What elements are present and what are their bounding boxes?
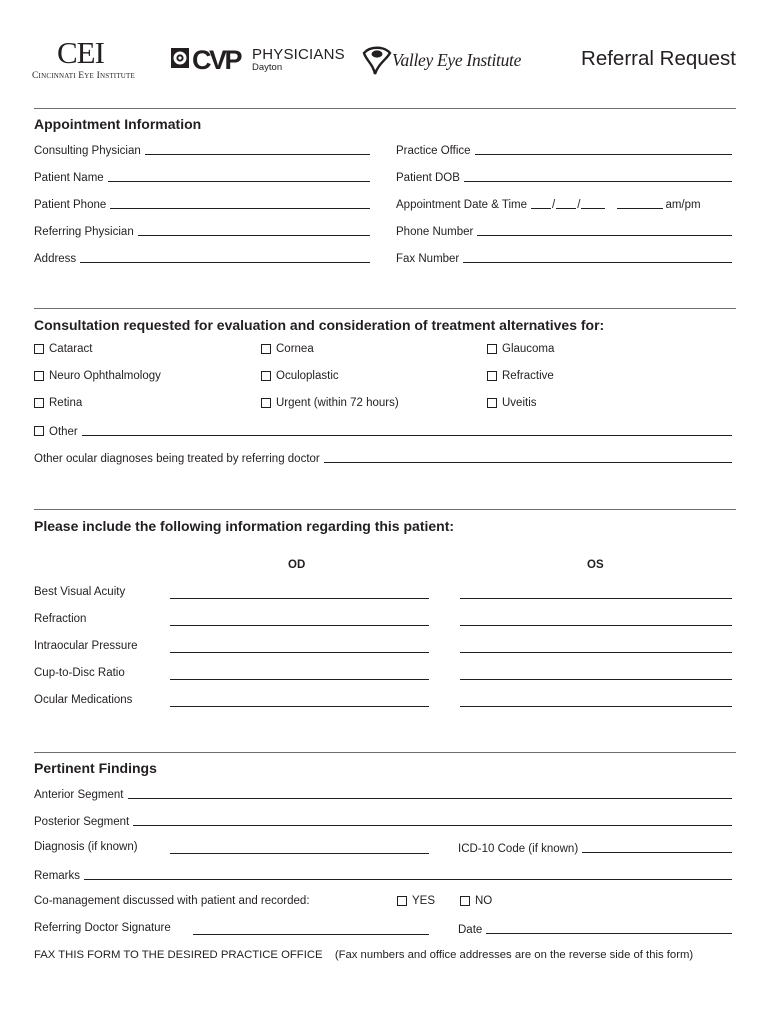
svg-text:CVP: CVP (192, 46, 241, 72)
date-separator: / (577, 199, 581, 211)
patient-phone-input[interactable] (110, 197, 370, 209)
checkbox-box[interactable] (34, 398, 44, 408)
ocular-medications-os-input[interactable] (460, 706, 732, 707)
referring-physician-input[interactable] (138, 224, 370, 236)
practice-office-input[interactable] (475, 143, 732, 155)
refraction-os-input[interactable] (460, 625, 732, 626)
referring-physician-field (34, 224, 370, 238)
other-diagnoses-input[interactable] (324, 451, 732, 463)
posterior-segment-input[interactable] (133, 814, 732, 826)
section-divider (34, 308, 736, 309)
signature-input[interactable] (193, 934, 429, 935)
patient-info-heading: Please include the following information regarding this patient: (34, 518, 455, 534)
best-visual-acuity-os-input[interactable] (460, 598, 732, 599)
section-divider (34, 509, 736, 510)
posterior-segment-field (34, 814, 732, 828)
patient-name-label: Patient Name (34, 172, 104, 184)
remarks-field (34, 868, 732, 882)
findings-heading: Pertinent Findings (34, 760, 157, 776)
appointment-date-time-label: Appointment Date & Time (396, 199, 528, 211)
consulting-physician-label: Consulting Physician (34, 145, 141, 157)
valley-eye-institute-logo (362, 44, 532, 78)
icd10-field (458, 841, 732, 855)
form-title: Referral Request (581, 47, 736, 70)
cei-logo-name: Cincinnati Eye Institute (32, 71, 136, 81)
fax-number-input[interactable] (463, 251, 732, 263)
consulting-physician-field (34, 143, 370, 157)
intraocular-pressure-label: Intraocular Pressure (34, 640, 138, 652)
section-divider (34, 752, 736, 753)
anterior-segment-input[interactable] (128, 787, 733, 799)
checkbox-box[interactable] (487, 398, 497, 408)
remarks-label: Remarks (34, 870, 81, 882)
patient-dob-input[interactable] (464, 170, 732, 182)
cvp-physicians-logo (171, 46, 345, 76)
date-separator: / (552, 199, 556, 211)
patient-name-input[interactable] (108, 170, 370, 182)
valley-eye-logo-word: Valley Eye Institute (392, 50, 522, 70)
appointment-date-time-field (396, 197, 732, 211)
referring-physician-label: Referring Physician (34, 226, 134, 238)
checkbox-cataract[interactable]: Cataract (34, 343, 92, 355)
anterior-segment-field (34, 787, 732, 801)
refraction-label: Refraction (34, 613, 87, 625)
date-field (458, 922, 732, 936)
checkbox-cornea[interactable]: Cornea (261, 343, 314, 355)
patient-phone-field (34, 197, 370, 211)
cei-logo (31, 35, 149, 84)
phone-number-label: Phone Number (396, 226, 474, 238)
appointment-year-input[interactable] (581, 197, 605, 209)
fax-number-label: Fax Number (396, 253, 460, 265)
checkbox-urgent[interactable]: Urgent (within 72 hours) (261, 397, 399, 409)
anterior-segment-label: Anterior Segment (34, 789, 124, 801)
best-visual-acuity-label: Best Visual Acuity (34, 586, 126, 598)
date-input[interactable] (486, 922, 732, 934)
cup-to-disc-ratio-od-input[interactable] (170, 679, 429, 680)
checkbox-refractive[interactable]: Refractive (487, 370, 554, 382)
appointment-time-input[interactable] (617, 197, 663, 209)
cup-to-disc-ratio-os-input[interactable] (460, 679, 732, 680)
patient-name-field (34, 170, 370, 184)
intraocular-pressure-od-input[interactable] (170, 652, 429, 653)
checkbox-oculoplastic[interactable]: Oculoplastic (261, 370, 339, 382)
os-column-header: OS (587, 559, 604, 571)
address-field (34, 251, 370, 265)
other-label: Other (49, 426, 78, 438)
address-input[interactable] (80, 251, 370, 263)
checkbox-glaucoma[interactable]: Glaucoma (487, 343, 554, 355)
fax-number-field (396, 251, 732, 265)
other-diagnoses-label: Other ocular diagnoses being treated by referring doctor (34, 453, 320, 465)
remarks-input[interactable] (84, 868, 732, 880)
checkbox-box[interactable] (460, 896, 470, 906)
date-label: Date (458, 924, 483, 936)
appointment-day-input[interactable] (556, 197, 576, 209)
other-input[interactable] (82, 424, 732, 436)
other-diagnoses-field (34, 451, 732, 465)
ocular-medications-od-input[interactable] (170, 706, 429, 707)
am-pm-label: am/pm (665, 199, 701, 211)
checkbox-neuro-ophthalmology[interactable]: Neuro Ophthalmology (34, 370, 161, 382)
section-divider (34, 108, 736, 109)
posterior-segment-label: Posterior Segment (34, 816, 130, 828)
address-label: Address (34, 253, 77, 265)
checkbox-box[interactable] (487, 371, 497, 381)
checkbox-box[interactable] (34, 371, 44, 381)
fax-instruction-main: FAX THIS FORM TO THE DESIRED PRACTICE OFFICE (34, 949, 323, 961)
phone-number-input[interactable] (477, 224, 732, 236)
checkbox-box[interactable] (261, 398, 271, 408)
patient-phone-label: Patient Phone (34, 199, 107, 211)
cvp-logo-location: Dayton (252, 62, 283, 73)
appointment-heading: Appointment Information (34, 116, 202, 132)
appointment-month-input[interactable] (531, 197, 551, 209)
checkbox-other[interactable] (34, 426, 44, 436)
patient-dob-field (396, 170, 732, 184)
icd10-label: ICD-10 Code (if known) (458, 843, 579, 855)
phone-number-field (396, 224, 732, 238)
practice-office-field (396, 143, 732, 157)
fax-instruction (34, 949, 693, 961)
intraocular-pressure-os-input[interactable] (460, 652, 732, 653)
fax-instruction-note: (Fax numbers and office addresses are on the reverse side of this form) (334, 949, 694, 961)
comanagement-label: Co-management discussed with patient and recorded: (34, 895, 310, 907)
checkbox-box[interactable] (261, 371, 271, 381)
ocular-medications-label: Ocular Medications (34, 694, 133, 706)
checkbox-comanagement-yes[interactable]: YES (397, 895, 435, 907)
checkbox-comanagement-no[interactable]: NO (460, 895, 492, 907)
cvp-logo-mark (171, 46, 251, 72)
refraction-od-input[interactable] (170, 625, 429, 626)
icd10-input[interactable] (582, 841, 732, 853)
checkbox-retina[interactable]: Retina (34, 397, 82, 409)
checkbox-box[interactable] (261, 344, 271, 354)
patient-dob-label: Patient DOB (396, 172, 460, 184)
best-visual-acuity-od-input[interactable] (170, 598, 429, 599)
other-field (34, 424, 732, 438)
consultation-heading: Consultation requested for evaluation and consideration of treatment alternatives for: (34, 317, 605, 333)
checkbox-box[interactable] (397, 896, 407, 906)
practice-office-label: Practice Office (396, 145, 471, 157)
diagnosis-input[interactable] (170, 853, 429, 854)
consulting-physician-input[interactable] (145, 143, 370, 155)
signature-label: Referring Doctor Signature (34, 922, 171, 934)
eye-logo-icon (362, 44, 392, 76)
checkbox-box[interactable] (487, 344, 497, 354)
cup-to-disc-ratio-label: Cup-to-Disc Ratio (34, 667, 125, 679)
checkbox-box[interactable] (34, 344, 44, 354)
diagnosis-label: Diagnosis (if known) (34, 841, 138, 853)
cei-logo-mark: CEI (57, 35, 104, 70)
od-column-header: OD (288, 559, 306, 571)
checkbox-uveitis[interactable]: Uveitis (487, 397, 537, 409)
cvp-logo-word: PHYSICIANS (252, 46, 345, 63)
